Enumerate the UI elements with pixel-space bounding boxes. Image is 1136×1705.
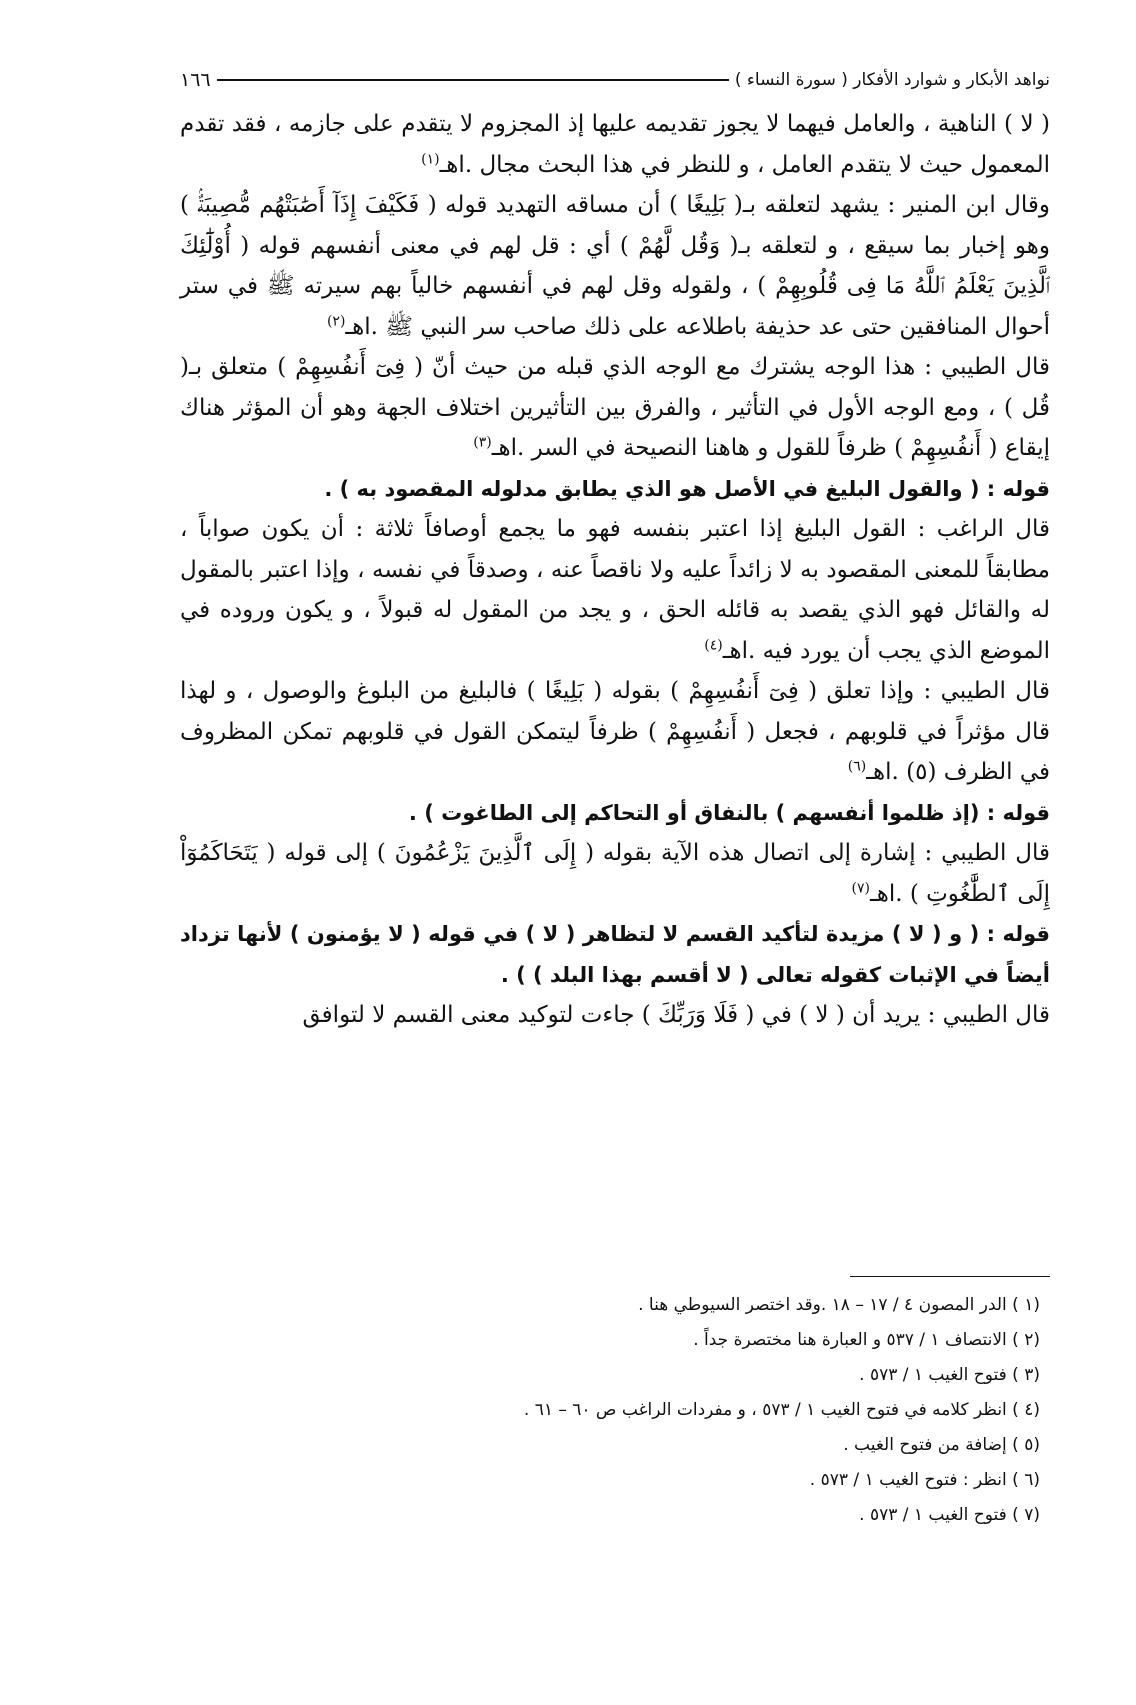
section-heading: [180, 793, 1050, 834]
footnote: (٢ ) الانتصاف ١ / ٥٣٧ و العبارة هنا مختصرة جداً .: [693, 1330, 1040, 1350]
paragraph-text: قال الطيبي : وإذا تعلق ( فِىٓ أَنفُسِهِمْ ) بقوله ( بَلِيغًا ) فالبليغ من البلوغ والوصول ، و لهذا قال مؤثراً في قلوبهم ، فجعل ( أَنفُسِهِمْ ) ظرفاً ليتمكن القول في قلوبهم تمكن المظروف في الظرف (٥) .اهـ: [180, 678, 1050, 785]
footnote-ref: (٦): [847, 758, 867, 775]
section-heading: [180, 914, 1050, 995]
footnote: (٦ ) انظر : فتوح الغيب ١ / ٥٧٣ .: [809, 1470, 1040, 1490]
footnote: (٥ ) إضافة من فتوح الغيب .: [843, 1435, 1040, 1455]
heading-text: قوله : (إذ ظلموا أنفسهم ) بالنفاق أو التحاكم إلى الطاغوت ) .: [408, 800, 1050, 825]
footnote: (١ ) الدر المصون ٤ / ١٧ – ١٨ .وقد اختصر السيوطي هنا .: [638, 1295, 1040, 1315]
footnote-ref: (١): [421, 150, 440, 167]
running-header: [180, 64, 1050, 96]
footnote-ref: (٢): [326, 312, 346, 329]
footnote: (٤ ) انظر كلامه في فتوح الغيب ١ / ٥٧٣ ، و مفردات الراغب ص ٦٠ – ٦١ .: [523, 1400, 1040, 1420]
header-title: نواهد الأبكار و شوارد الأفكار ( سورة النساء ): [734, 70, 1050, 90]
header-rule: [217, 79, 729, 81]
paragraph-text: قال الطيبي : يريد أن ( لا ) في ( فَلَا وَرَبِّكَ ) جاءت لتوكيد معنى القسم لا لتوافق: [302, 1002, 1050, 1028]
heading-text: قوله : ( و ( لا ) مزيدة لتأكيد القسم لا لتظاهر ( لا ) في قوله ( لا يؤمنون ) لأنها تزداد أيضاً في الإثبات كقوله تعالى ( لا أقسم بهذا البلد ) ) .: [180, 922, 1050, 987]
section-heading: [180, 469, 1050, 510]
paragraph: [180, 671, 1050, 793]
footnote-ref: (٣): [473, 434, 492, 451]
paragraph: [180, 509, 1050, 671]
paragraph: [180, 995, 1050, 1036]
paragraph-text: قال الطيبي : هذا الوجه يشترك مع الوجه الذي قبله من حيث أنّ ( فِىٓ أَنفُسِهِمْ ) متعلق بـ( قُل ) ، ومع الوجه الأول في التأثير ، والفرق بين التأثيرين اختلاف الجهة وهو أن المؤثر هناك إيقاع ( أَنفُسِهِمْ ) ظرفاً للقول و هاهنا النصيحة في السر .اهـ: [180, 354, 1050, 461]
paragraph: [180, 833, 1050, 914]
footnote-separator: [850, 1276, 1050, 1277]
paragraph-text: قال الطيبي : إشارة إلى اتصال هذه الآية بقوله ( إِلَى ٱلَّذِينَ يَزْعُمُونَ ) إلى قوله ( يَتَحَاكَمُوٓاْ إِلَى ٱلطَّٰغُوتِ ) .اهـ: [180, 840, 1050, 907]
paragraph: [180, 347, 1050, 469]
heading-text: قوله : ( والقول البليغ في الأصل هو الذي يطابق مدلوله المقصود به ) .: [324, 476, 1050, 501]
footnote-ref: (٤): [704, 636, 723, 653]
main-text: [180, 104, 1050, 1036]
paragraph-text: قال الراغب : القول البليغ إذا اعتبر بنفسه فهو ما يجمع أوصافاً ثلاثة : أن يكون صواباً ، مطابقاً للمعنى المقصود به لا زائداً عليه ولا ناقصاً عنه ، وصدقاً في نفسه ، وإذا اعتبر بالمقول له والقائل فهو الذي يقصد به قائله الحق ، و يجد من المقول له قبولاً ، و يكون وروده في الموضع الذي يجب أن يورد فيه .اهـ: [180, 516, 1050, 664]
footnote-ref: (٧): [851, 879, 870, 896]
footnote: (٧ ) فتوح الغيب ١ / ٥٧٣ .: [859, 1505, 1040, 1525]
footnotes: [180, 1288, 1050, 1533]
page-number: ١٦٦: [180, 69, 211, 91]
footnote: (٣ ) فتوح الغيب ١ / ٥٧٣ .: [859, 1365, 1040, 1385]
paragraph-text: ( لا ) الناهية ، والعامل فيهما لا يجوز تقديمه عليها إذ المجزوم لا يتقدم على جازمه ، فقد تقدم المعمول حيث لا يتقدم العامل ، و للنظر في هذا البحث مجال .اهـ: [180, 111, 1050, 178]
paragraph: [180, 104, 1050, 185]
paragraph-text: وقال ابن المنير : يشهد لتعلقه بـ( بَلِيغًا ) أن مساقه التهديد قوله ( فَكَيْفَ إِذَآ أَصَٰبَتْهُم مُّصِيبَةٌۢ ) وهو إخبار بما سيقع ، و لتعلقه بـ( وَقُل لَّهُمْ ) أي : قل لهم في معنى أنفسهم قوله ( أُوْلَٰٓئِكَ ٱلَّذِينَ يَعْلَمُ ٱللَّهُ مَا فِى قُلُوبِهِمْ ) ، ولقوله وقل لهم في أنفسهم خالياً بهم سيرته ﷺ في ستر أحوال المنافقين حتى عد حذيفة باطلاعه على ذلك صاحب سر النبي ﷺ .اهـ: [180, 192, 1050, 340]
paragraph: [180, 185, 1050, 347]
